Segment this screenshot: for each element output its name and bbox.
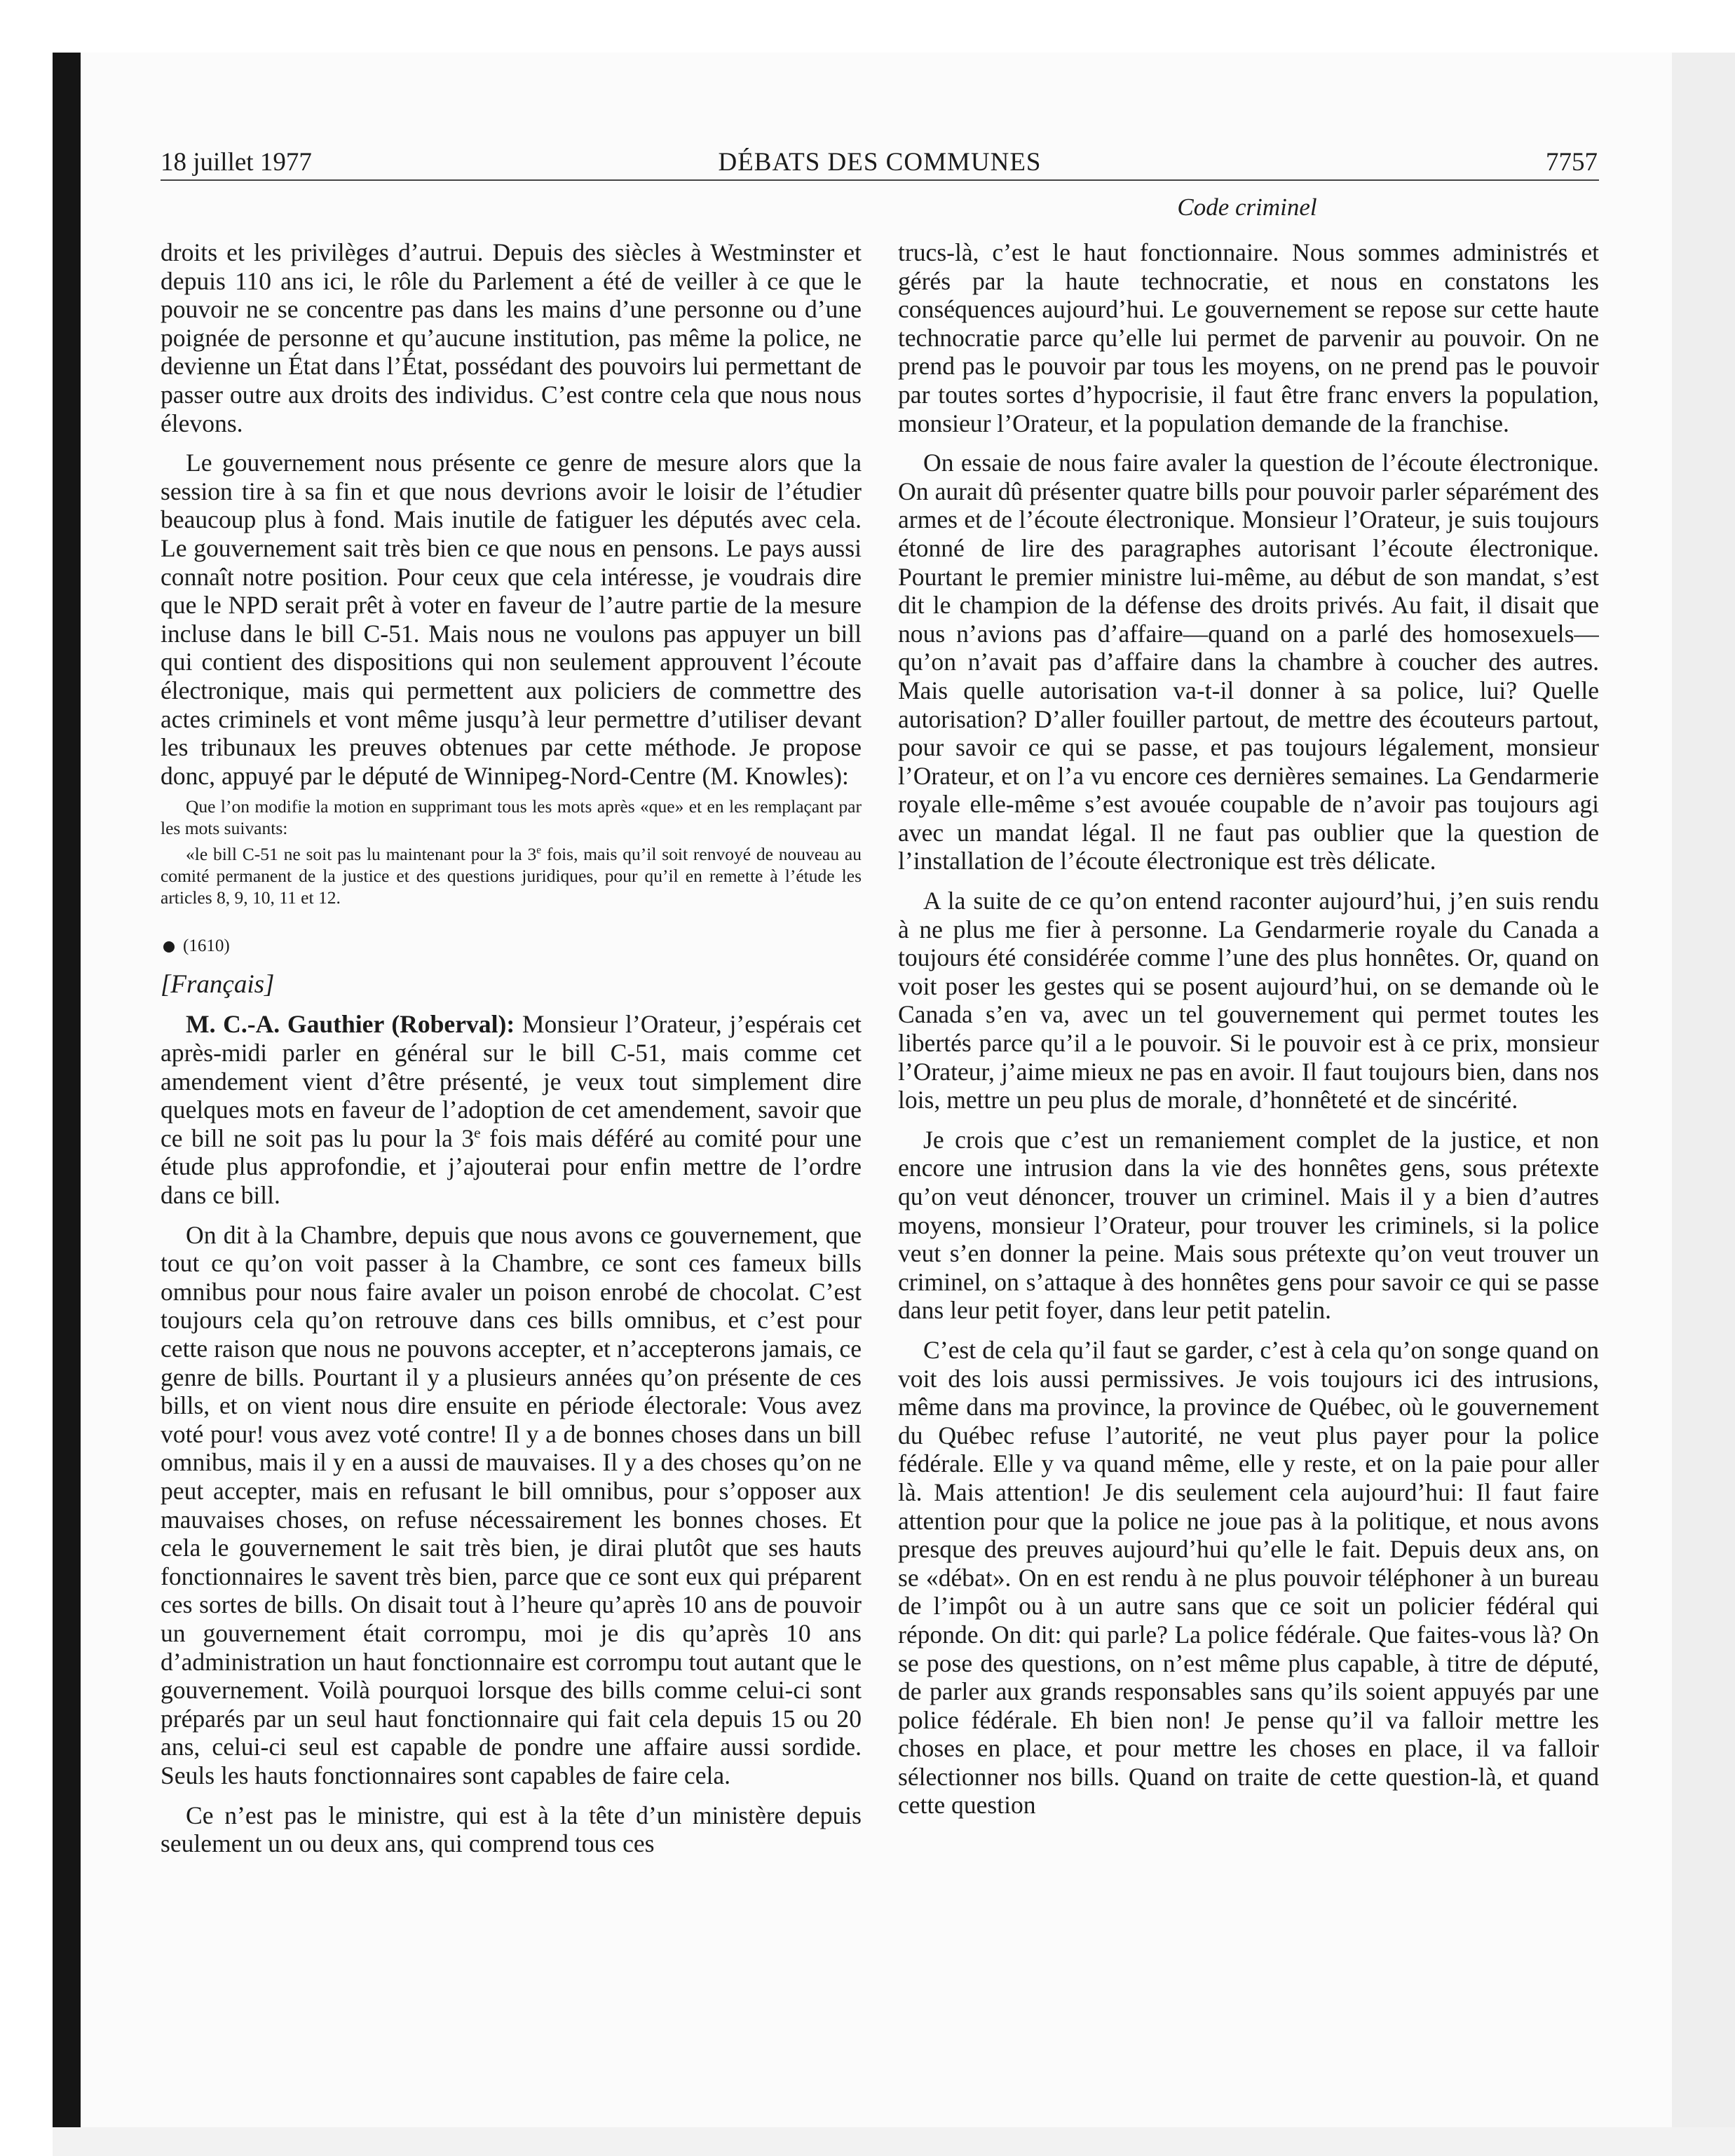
bullet-icon	[163, 941, 175, 953]
paragraph: Le gouvernement nous présente ce genre de mesure alors que la session tire à sa fin et que nous devrions avoir le loisir de l’étudier beaucoup plus à fond. Mais inutile de fatiguer les députés avec cela. Le gouvernement sait très bien ce que nous en pensons. Le pays aussi connaît notre position. Pour ceux que cela intéresse, je voudrais dire que le NPD serait prêt à voter en faveur de l’autre partie de la mesure incluse dans le bill C-51. Mais nous ne voulons pas appuyer un bill qui contient des dispositions qui non seulement approuvent l’écoute électronique, mais qui permettent aux policiers de commettre des actes criminels et vont même jusqu’à leur permettre d’utiliser devant les tribunaux les preuves obtenues par cette méthode. Je propose donc, appuyé par le député de Winnipeg-Nord-Centre (M. Knowles):	[161, 449, 862, 790]
scan-binding-edge	[53, 53, 81, 2127]
paragraph: On essaie de nous faire avaler la question de l’écoute électronique. On aurait dû présenter quatre bills pour pouvoir parler séparément des armes et de l’écoute électronique. Monsieur l’Orateur, je suis toujours étonné de lire des paragraphes autorisant l’écoute électronique. Pourtant le premier ministre lui-même, au début de son mandat, s’est dit le champion de la défense des droits privés. Au fait, il disait que nous n’avions pas d’affaire—quand on a parlé des homosexuels—qu’on n’avait pas d’affaire dans la chambre à coucher des autres. Mais quelle autorisation va-t-il donner à sa police, lui? Quelle autorisation? D’aller fouiller partout, de mettre des écouteurs partout, pour savoir ce qui se passe, et pas toujours légalement, monsieur l’Orateur, et on l’a vu encore ces dernières semaines. La Gendarmerie royale elle-même s’est avouée coupable de n’avoir pas toujours agi avec un mandat légal. Il ne faut pas oublier que la question de l’installation de l’écoute électronique est très délicate.	[898, 449, 1599, 875]
running-header	[161, 137, 1599, 181]
paragraph: Je crois que c’est un remaniement complet de la justice, et non encore une intrusion dans la vie des honnêtes gens, sous prétexte qu’on veut dénoncer, trouver un criminel. Mais il y a bien d’autres moyens, monsieur l’Orateur, pour trouver les criminels, si la police veut s’en donner la peine. Mais sous prétexte qu’on veut trouver un criminel, on s’attaque à des honnêtes gens pour savoir ce qui se passe dans leur petit foyer, dans leur petit patelin.	[898, 1125, 1599, 1325]
motion-quote-text: fois, mais qu’il soit renvoyé de nouveau au comité permanent de la justice et des questions juridiques, pour qu’il en remette à l’étude les articles 8, 9, 10, 11 et 12.	[161, 844, 862, 908]
speech-paragraph	[161, 1010, 862, 1209]
header-date: 18 juillet 1977	[161, 148, 312, 177]
time-marker	[161, 932, 862, 961]
paragraph: C’est de cela qu’il faut se garder, c’est à cela qu’on songe quand on voit des lois aussi permissives. Je vois toujours ici des intrusions, même dans ma province, la province de Québec, où le gouvernement du Québec refuse l’autorité, ne veut plus payer pour la police fédérale. Elle y va quand même, elle y reste, et on la paie pour aller là. Mais attention! Je dis seulement cela aujourd’hui: Il faut faire attention pour que la police ne joue pas à la politique, et nous avons presque des preuves aujourd’hui qu’elle le fait. Depuis deux ans, on se «débat». On en est rendu à ne plus pouvoir téléphoner à un bureau de l’impôt ou à un autre sans que ce soit un policier fédéral qui réponde. On dit: qui parle? La police fédérale. Que faites-vous là? On se pose des questions, on n’est même plus capable, à titre de député, de parler aux grands responsables sans qu’ils soient appuyés par une police fédérale. Eh bien non! Je pense qu’il va falloir mettre les choses en place, et pour mettre les choses en place, il va falloir sélectionner nos bills. Quand on traite de cette question-là, et quand cette question	[898, 1335, 1599, 1820]
ordinal-superscript: e	[474, 1124, 481, 1141]
speaker-name: M. C.-A. Gauthier (Roberval):	[186, 1010, 515, 1039]
motion-text: Que l’on modifie la motion en supprimant tous les mots après «que» et en les remplaçant par les mots suivants:	[161, 796, 862, 839]
ordinal-superscript: e	[536, 844, 542, 857]
speech-text: Monsieur l’Orateur, j’espérais cet après-midi parler en général sur le bill C-51, mais comme cet amendement vient d’être présenté, je veux tout simplement dire quelques mots en faveur de l’adoption de cet amendement, savoir que ce bill ne soit pas lu pour la 3	[161, 1010, 862, 1152]
scan-margin-right	[1672, 53, 1735, 2127]
paragraph: On dit à la Chambre, depuis que nous avons ce gouvernement, que tout ce qu’on voit passer à la Chambre, ce sont ces fameux bills omnibus pour nous faire avaler un poison enrobé de chocolat. C’est toujours cela qu’on retrouve dans ces bills omnibus, et c’est pour cette raison que nous ne pouvons accepter, et n’accepterons jamais, ce genre de bills. Pourtant il y a plusieurs années qu’on présente de ces bills, et on vient nous dire ensuite en période électorale: Vous avez voté pour! vous avez voté contre! Il y a de bonnes choses dans un bill omnibus, mais il y en a aussi de mauvaises. Il y a des choses qu’on ne peut accepter, mais en refusant le bill omnibus, pour s’opposer aux mauvaises choses, on refuse nécessairement les bonnes choses. Et cela le gouvernement le sait très bien, je dirai plutôt que ses hauts fonctionnaires le savent très bien, parce que ce sont eux qui préparent ces sortes de bills. On disait tout à l’heure qu’après 10 ans de pouvoir un gouvernement était corrompu, moi je dis qu’après 10 ans d’administration un haut fonctionnaire est corrompu tout autant que le gouvernement. Voilà pourquoi lorsque des bills comme celui-ci sont préparés par un seul haut fonctionnaire qui fait cela depuis 15 ou 20 ans, celui-ci seul est capable de pondre une affaire aussi sordide. Seuls les hauts fonctionnaires sont capables de faire cela.	[161, 1220, 862, 1789]
time-marker-text: (1610)	[183, 936, 230, 956]
motion-quote-text: «le bill C-51 ne soit pas lu maintenant pour la 3	[186, 844, 537, 865]
language-heading: [Français]	[161, 969, 275, 999]
paragraph: droits et les privilèges d’autrui. Depuis des siècles à Westminster et depuis 110 ans ici, le rôle du Parlement a été de veiller à ce que le pouvoir ne se concentre pas dans les mains d’une personne ou d’une poignée de personne et qu’aucune institution, pas même la police, ne devienne un État dans l’État, possédant des pouvoirs lui permettant de passer outre aux droits des individus. C’est contre cela que nous nous élevons.	[161, 238, 862, 437]
scan-margin-bottom	[53, 2127, 1735, 2156]
scan-margin-top	[0, 0, 1735, 53]
header-title: DÉBATS DES COMMUNES	[718, 148, 1042, 177]
section-heading: Code criminel	[1177, 193, 1317, 221]
right-column	[898, 238, 1599, 2096]
page-number: 7757	[1546, 148, 1598, 177]
paragraph: Ce n’est pas le ministre, qui est à la tête d’un ministère depuis seulement un ou deux ans, qui comprend tous ces	[161, 1801, 862, 1858]
speech-text: fois mais déféré au comité pour une étude plus approfondie, et j’ajouterai pour enfin mettre de l’ordre dans ce bill.	[161, 1124, 862, 1210]
paragraph: A la suite de ce qu’on entend raconter aujourd’hui, j’en suis rendu à ne plus me fier à personne. La Gendarmerie royale du Canada a toujours été considérée comme l’une des plus honnêtes. Or, quand on voit poser les gestes qui se posent aujourd’hui, on se demande où le Canada s’en va, avec un tel gouvernement qui permet toutes les libertés parce qu’il a le pouvoir. Si le pouvoir est à ce prix, monsieur l’Orateur, j’aime mieux ne pas en avoir. Il faut toujours bien, dans nos lois, mettre un peu plus de morale, d’honnêteté et de sincérité.	[898, 887, 1599, 1114]
motion-quote	[161, 843, 862, 908]
left-column	[161, 238, 862, 2096]
paragraph: trucs-là, c’est le haut fonctionnaire. Nous sommes administrés et gérés par la haute technocratie, et nous en constatons les conséquences aujourd’hui. Le gouvernement se repose sur cette haute technocratie parce qu’elle lui permet de parvenir au pouvoir. On ne prend pas le pouvoir par tous les moyens, on ne prend pas le pouvoir par toutes sortes d’hypocrisie, il faut être franc envers la population, monsieur l’Orateur, et la population demande de la franchise.	[898, 238, 1599, 437]
